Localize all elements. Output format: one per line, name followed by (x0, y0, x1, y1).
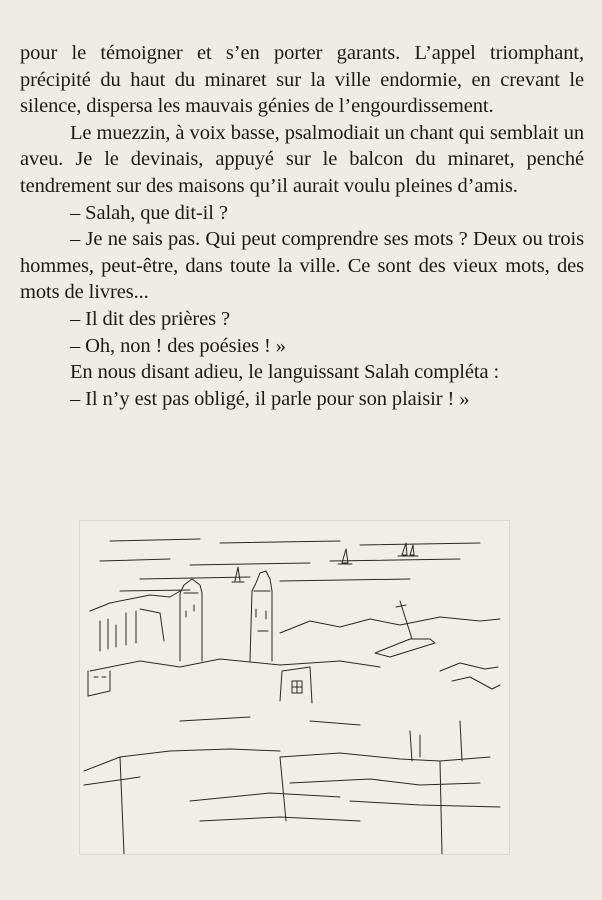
minaret-right (250, 571, 272, 661)
sailboat-1 (338, 549, 352, 564)
house-with-window (280, 667, 312, 703)
paragraph-3: En nous disant adieu, le languissant Salah compléta : (70, 361, 500, 384)
paragraph-2: Le muezzin, à voix basse, psalmodiait un chant qui semblait un aveu. Je le devinais, appuyé sur le balcon du minaret, penché tendrement sur des maisons qu’il aurait voulu pleines d’amis. (20, 121, 584, 197)
middle-roofs (90, 659, 380, 671)
etching-plate (79, 520, 510, 855)
foreground-wall (190, 793, 500, 821)
sailboat-3 (232, 567, 244, 582)
left-hill (90, 591, 180, 611)
dialogue-line-1: – Salah, que dit-il ? (70, 201, 228, 224)
foreground-roof-left (84, 749, 280, 854)
sea-strokes (100, 539, 480, 591)
body-text (20, 40, 584, 412)
right-houses (440, 663, 500, 689)
dialogue-line-3: – Il dit des prières ? (70, 307, 231, 330)
paragraph-1: pour le témoigner et s’en porter garants. L’appel triomphant, précipité du haut du minaret sur la ville endormie, en crevant le silence, dispersa les mauvais génies de l’engourdissement. (20, 42, 584, 118)
minaret-left (180, 579, 202, 661)
moored-boat (375, 601, 435, 657)
dialogue-line-5: – Il n’y est pas obligé, il parle pour son plaisir ! » (70, 387, 470, 410)
small-house-left (88, 671, 110, 696)
distant-hills (280, 617, 500, 633)
dialogue-line-4: – Oh, non ! des poésies ! » (70, 334, 286, 357)
left-building (100, 609, 164, 651)
sailboat-2 (398, 543, 418, 556)
town-etching-illustration (80, 521, 509, 854)
dialogue-line-2: – Je ne sais pas. Qui peut comprendre ses mots ? Deux ou trois hommes, peut-être, dans toute la ville. Ce sont des vieux mots, des mots de livres... (20, 228, 584, 304)
